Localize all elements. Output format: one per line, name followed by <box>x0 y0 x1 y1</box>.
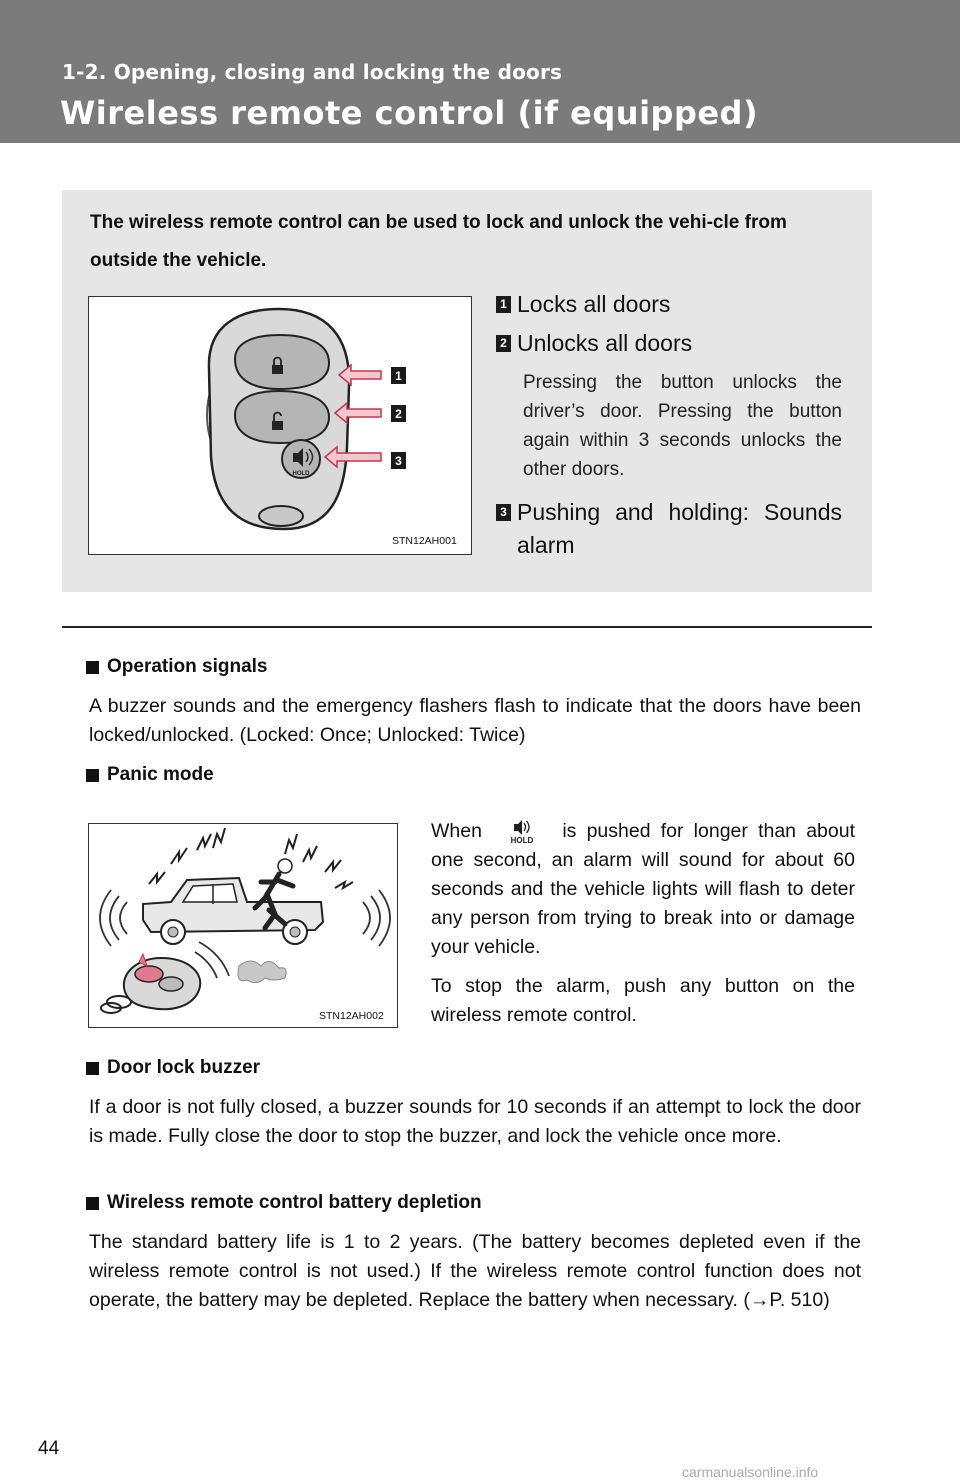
text-after-icon: is pushed for longer than about one second, an alarm will sound for about 60 seconds and the vehicle lights will flash to deter any person from trying to break into or damage your vehicle. <box>431 820 856 958</box>
subheading <box>86 1192 482 1214</box>
number-badge: 1 <box>496 296 511 313</box>
hold-label: HOLD <box>510 835 534 845</box>
panic-description <box>431 817 855 1040</box>
page-header <box>0 0 960 143</box>
number-badge: 3 <box>496 504 511 521</box>
hold-button-icon <box>492 819 552 845</box>
truck-icon <box>143 878 323 944</box>
alarm-lightning-icon <box>149 828 353 888</box>
panic-mode-illustration <box>89 824 397 1027</box>
item-label: Unlocks all doors <box>517 330 693 356</box>
section-label: 1-2. Opening, closing and locking the doors <box>62 60 563 84</box>
key-fob-illustration <box>89 297 471 554</box>
callout-3: 3 <box>395 454 402 468</box>
subheading-text: Wireless remote control battery depletion <box>107 1192 482 1213</box>
bullet-square <box>86 1197 99 1210</box>
callout-2: 2 <box>395 407 402 421</box>
paragraph: To stop the alarm, push any button on the wireless remote control. <box>431 975 855 1026</box>
subheading <box>86 1057 260 1079</box>
callout-1: 1 <box>395 369 402 383</box>
panic-mode-figure <box>88 823 398 1028</box>
key-fob-icon <box>101 954 200 1013</box>
figure-code: STN12AH001 <box>392 535 457 547</box>
item-note: Pressing the button unlocks the driver’s door. Pressing the button again within 3 seconds unlocks the other doors. <box>523 372 842 480</box>
svg-text:HOLD: HOLD <box>292 471 310 477</box>
key-fob-figure <box>88 296 472 555</box>
paragraph <box>431 817 855 962</box>
bullet-square <box>86 661 99 674</box>
list-item <box>496 288 842 321</box>
paragraph: The standard battery life is 1 to 2 years. (The battery becomes depleted even if the wireless remote control is not used.) If the wireless remote control function does not operate, the battery may be depleted. Replace the battery when necessary. (→P. 510) <box>89 1231 861 1311</box>
divider <box>62 626 872 628</box>
item-label: Locks all doors <box>517 291 671 317</box>
bullet-square <box>86 769 99 782</box>
page-number: 44 <box>38 1438 60 1459</box>
subheading <box>86 656 267 678</box>
list-item <box>496 327 842 360</box>
list-item <box>496 496 842 562</box>
intro-text: The wireless remote control can be used to lock and unlock the vehi-cle from outside the vehicle. <box>90 212 787 271</box>
subheading-text: Operation signals <box>107 656 268 677</box>
text-before-icon: When <box>431 820 482 842</box>
page-title: Wireless remote control (if equipped) <box>60 94 759 132</box>
number-badge: 2 <box>496 335 511 352</box>
figure-code: STN12AH002 <box>319 1010 384 1022</box>
paragraph: If a door is not fully closed, a buzzer sounds for 10 seconds if an attempt to lock the door is made. Fully close the door to stop the buzzer, and lock the vehicle once more. <box>89 1096 861 1147</box>
paragraph: A buzzer sounds and the emergency flashers flash to indicate that the doors have been locked/unlocked. (Locked: Once; Unlocked: Twice) <box>89 695 861 746</box>
subheading <box>86 764 214 786</box>
subheading-text: Door lock buzzer <box>107 1057 261 1078</box>
item-label: Pushing and holding: Sounds alarm <box>517 499 842 558</box>
button-list <box>496 288 842 562</box>
bullet-square <box>86 1062 99 1075</box>
watermark: carmanualsonline.info <box>682 1464 819 1480</box>
subheading-text: Panic mode <box>107 764 214 785</box>
